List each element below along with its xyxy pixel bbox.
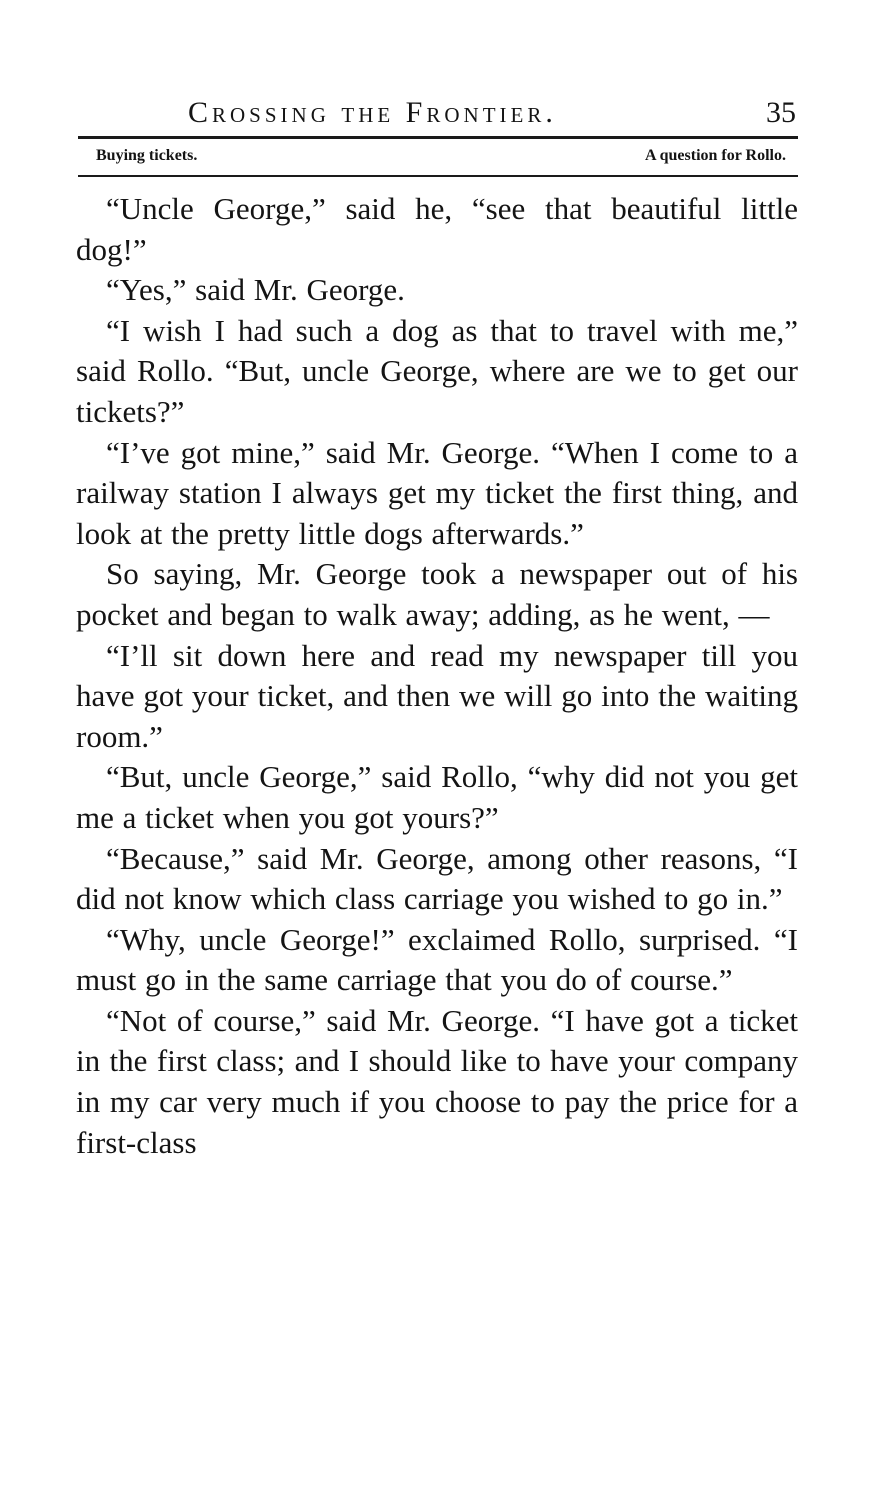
subhead-left: Buying tickets. xyxy=(96,147,198,164)
paragraph: “Because,” said Mr. George, among other reasons, “I did not know which class carriage you wished to go in.” xyxy=(76,840,798,917)
paragraph: “Not of course,” said Mr. George. “I have got a ticket in the first class; and I should like to have your company in my car very much if you choose to pay the price for a first-class xyxy=(76,1002,798,1160)
subhead-rule xyxy=(78,175,798,177)
paragraph: So saying, Mr. George took a newspaper out of his pocket and began to walk away; adding, as he went, — xyxy=(76,556,798,632)
paragraph: “But, uncle George,” said Rollo, “why did not you get me a ticket when you got yours?” xyxy=(76,759,798,835)
book-page xyxy=(76,92,798,1163)
paragraph: “I wish I had such a dog as that to travel with me,” said Rollo. “But, uncle George, where are we to get our tickets?” xyxy=(76,312,798,429)
body-text xyxy=(76,189,798,1163)
subhead-right: A question for Rollo. xyxy=(644,147,786,164)
paragraph: “I’ll sit down here and read my newspaper till you have got your ticket, and then we will go into the waiting room.” xyxy=(76,637,798,754)
running-head xyxy=(76,92,798,136)
paragraph: “I’ve got mine,” said Mr. George. “When I come to a railway station I always get my ticket the first thing, and look at the pretty little dogs afterwards.” xyxy=(76,434,798,551)
paragraph: “Yes,” said Mr. George. xyxy=(106,272,405,308)
paragraph: “Why, uncle George!” exclaimed Rollo, surprised. “I must go in the same carriage that you do of course.” xyxy=(76,921,798,998)
running-title: Crossing the Frontier. xyxy=(188,96,557,129)
page-number: 35 xyxy=(766,96,796,129)
paragraph: “Uncle George,” said he, “see that beautiful little dog!” xyxy=(76,191,798,267)
subheads xyxy=(76,139,798,175)
